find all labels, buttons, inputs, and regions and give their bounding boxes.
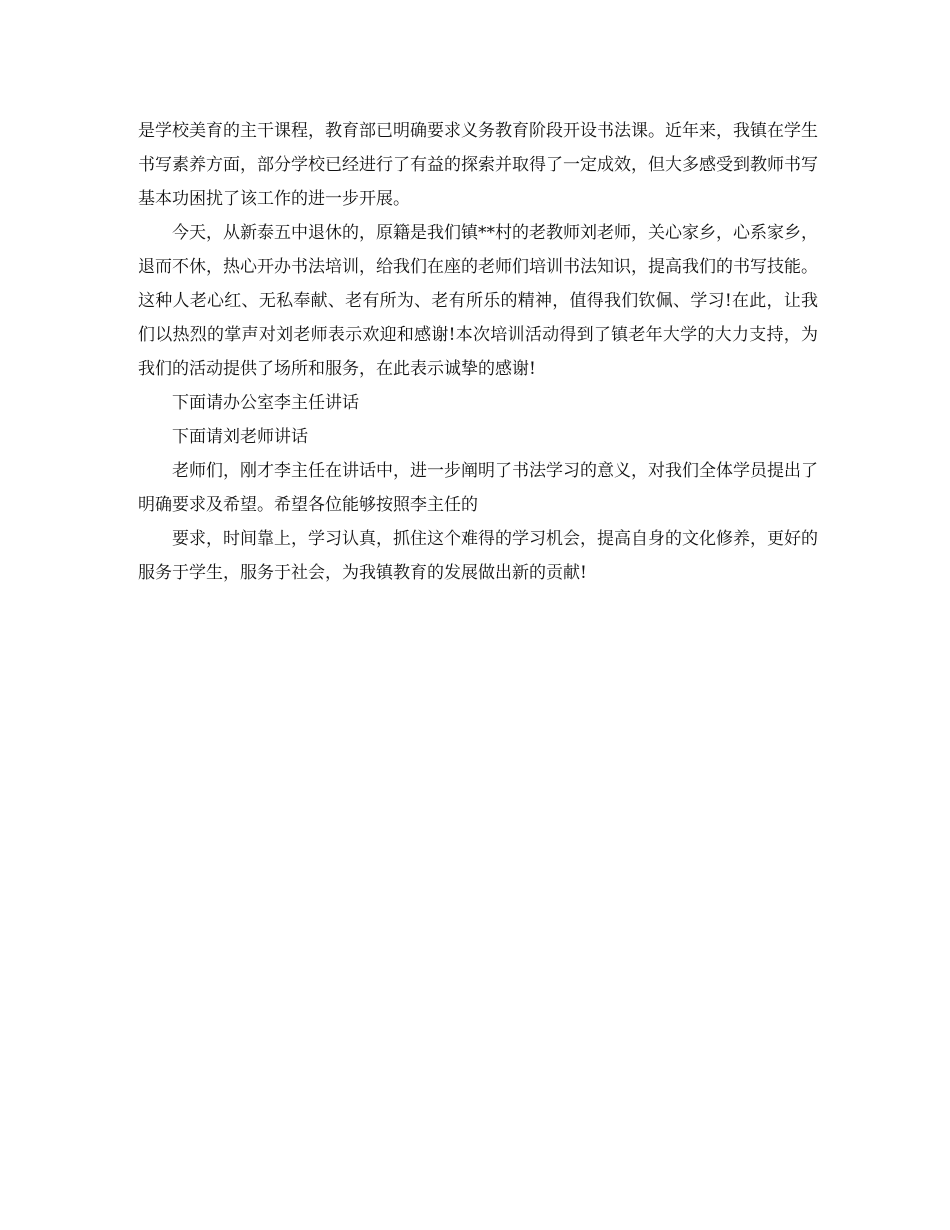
paragraph-welcome: 今天，从新泰五中退休的，原籍是我们镇**村的老教师刘老师，关心家乡，心系家乡，退而不休，热心开办书法培训，给我们在座的老师们培训书法知识，提高我们的书写技能。这种人老心红、无私奉献、老有所为、老有所乐的精神，值得我们钦佩、学习!在此，让我们以热烈的掌声对刘老师表示欢迎和感谢!本次培训活动得到了镇老年大学的大力支持，为我们的活动提供了场所和服务，在此表示诚挚的感谢! (138, 223, 818, 379)
document-body (138, 114, 818, 590)
paragraph-continuation: 是学校美育的主干课程，教育部已明确要求义务教育阶段开设书法课。近年来，我镇在学生书写素养方面，部分学校已经进行了有益的探索并取得了一定成效，但大多感受到教师书写基本功困扰了该工作的进一步开展。 (138, 121, 818, 209)
paragraph-summary: 老师们，刚才李主任在讲话中，进一步阐明了书法学习的意义，对我们全体学员提出了明确要求及希望。希望各位能够按照李主任的 (138, 461, 818, 515)
paragraph-closing: 要求，时间靠上，学习认真，抓住这个难得的学习机会，提高自身的文化修养，更好的服务于学生，服务于社会，为我镇教育的发展做出新的贡献! (138, 529, 818, 583)
paragraph-director-speech: 下面请办公室李主任讲话 (172, 393, 359, 413)
paragraph-teacher-speech: 下面请刘老师讲话 (172, 427, 308, 447)
